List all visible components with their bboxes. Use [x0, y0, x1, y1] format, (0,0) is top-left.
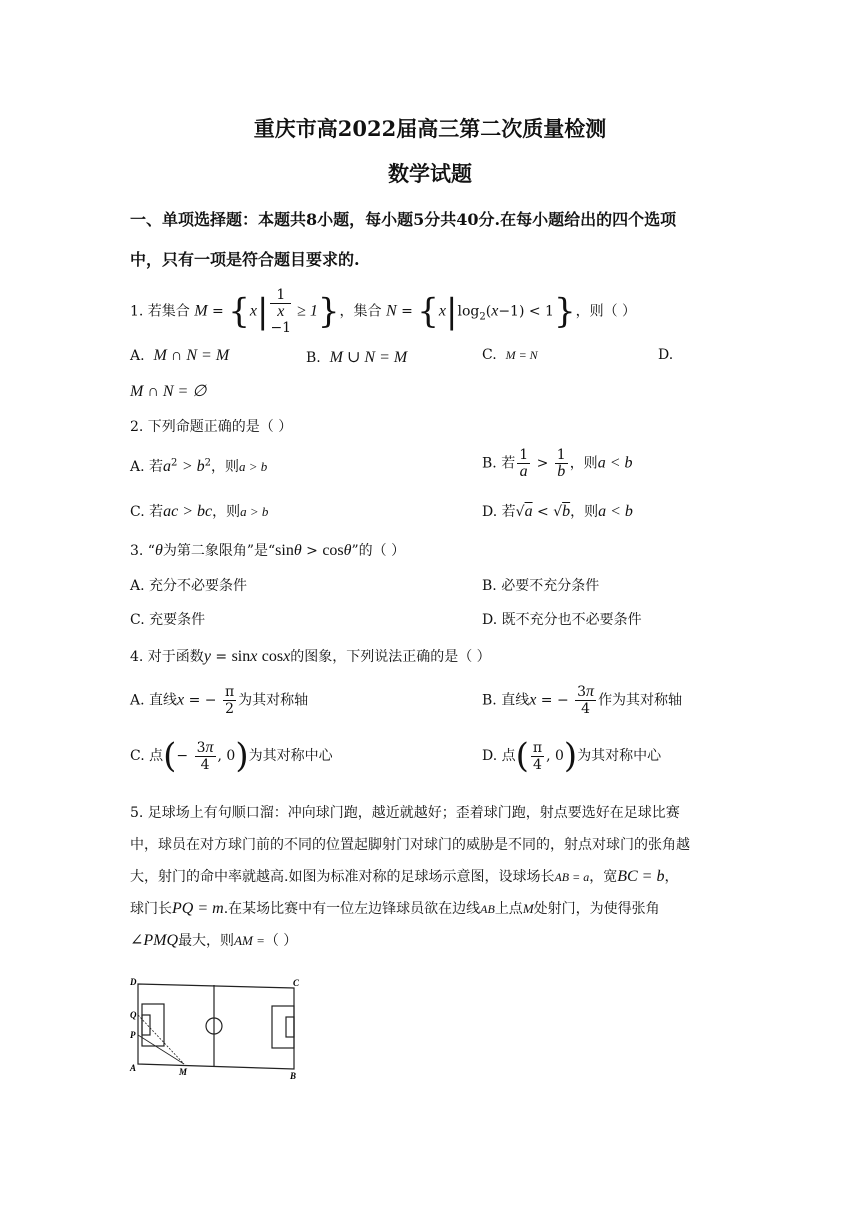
exam-title: 重庆市高2022届高三第二次质量检测 [253, 116, 607, 141]
right-goal-box [286, 1017, 294, 1037]
label-b: B [290, 1071, 297, 1081]
field-outline [138, 984, 294, 1069]
section-heading-line1: 一、单项选择题：本题共8小题，每小题5分共40分.在每小题给出的四个选项 [130, 210, 677, 229]
q3-stem: 3. “θ为第二象限角”是“sinθ > cosθ”的（ ） [130, 542, 406, 559]
q1-option-b: B. M ∪ N = M [306, 349, 408, 366]
label-m: M [179, 1067, 188, 1077]
q1-option-d-formula: M ∩ N = ∅ [130, 383, 207, 400]
q3-option-b: B. 必要不充分条件 [482, 578, 600, 594]
q2-option-a: A. 若$a^2 > b^2$，则a > b [130, 457, 268, 475]
label-p: P [130, 1030, 136, 1040]
label-d: D [130, 977, 137, 987]
q3-option-c: C. 充要条件 [130, 612, 206, 628]
q2-option-d: D. 若√a < √b，则a < b [482, 503, 633, 520]
q3-option-a: A. 充分不必要条件 [130, 578, 248, 594]
right-penalty-box [272, 1006, 294, 1048]
label-c: C [293, 978, 300, 988]
q4-option-c: C. 点(− $\frac{3\pi}{4}$ , 0)为其对称中心 [130, 736, 333, 776]
q1-option-d: D. [658, 347, 674, 363]
q5-stem: 5. 足球场上有句顺口溜：冲向球门跑，越近就越好；歪着球门跑，射点要选好在足球比赛 中，球员在对方球门前的不同的位置起脚射门对球门的威胁是不同的，射点对球门的张角越 大，射门的命中率就越高.如图为标准对称的足球场示意图，设球场长AB = a，宽BC = b， 球门长PQ = m.在某场比赛中有一位左边锋球员欲在边线AB上点M处射门，为使得张角 ∠PMQ最大，则AM =（ ） [130, 805, 690, 949]
left-goal-box [142, 1015, 150, 1035]
q2-option-c: C. 若ac > bc，则a > b [130, 503, 269, 520]
label-q: Q [130, 1010, 137, 1020]
q4-option-b: B. 直线x = − $\frac{3\pi}{4}$ 作为其对称轴 [482, 683, 683, 717]
q4-option-a: A. 直线x = − $\frac{\pi}{2}$ 为其对称轴 [130, 684, 309, 717]
soccer-field-figure [128, 975, 306, 1085]
q3-option-d: D. 既不充分也不必要条件 [482, 612, 642, 628]
label-a: A [130, 1063, 137, 1073]
q1-option-c: C. M = N [482, 347, 538, 363]
section-heading-line2: 中，只有一项是符合题目要求的. [130, 250, 360, 269]
q1-stem: 1. 若集合 M = {x| 1 x −1 ≥ 1}，集合 $N = \{x|\log_2(x-1) < 1\}$，则（ ） [130, 287, 637, 336]
q1-option-a: A. M ∩ N = M [130, 347, 230, 364]
q2-stem: 2. 下列命题正确的是（ ） [130, 419, 293, 435]
q4-option-d: D. 点( $\frac{\pi}{4}$ , 0)为其对称中心 [482, 736, 662, 776]
q2-option-b: B. 若 $\frac{1}{a}$ > $\frac{1}{b}$ ，则a < b [482, 447, 633, 480]
exam-subtitle: 数学试题 [388, 161, 472, 186]
q4-stem: 4. 对于函数y = sinx cosx的图象，下列说法正确的是（ ） [130, 648, 491, 665]
